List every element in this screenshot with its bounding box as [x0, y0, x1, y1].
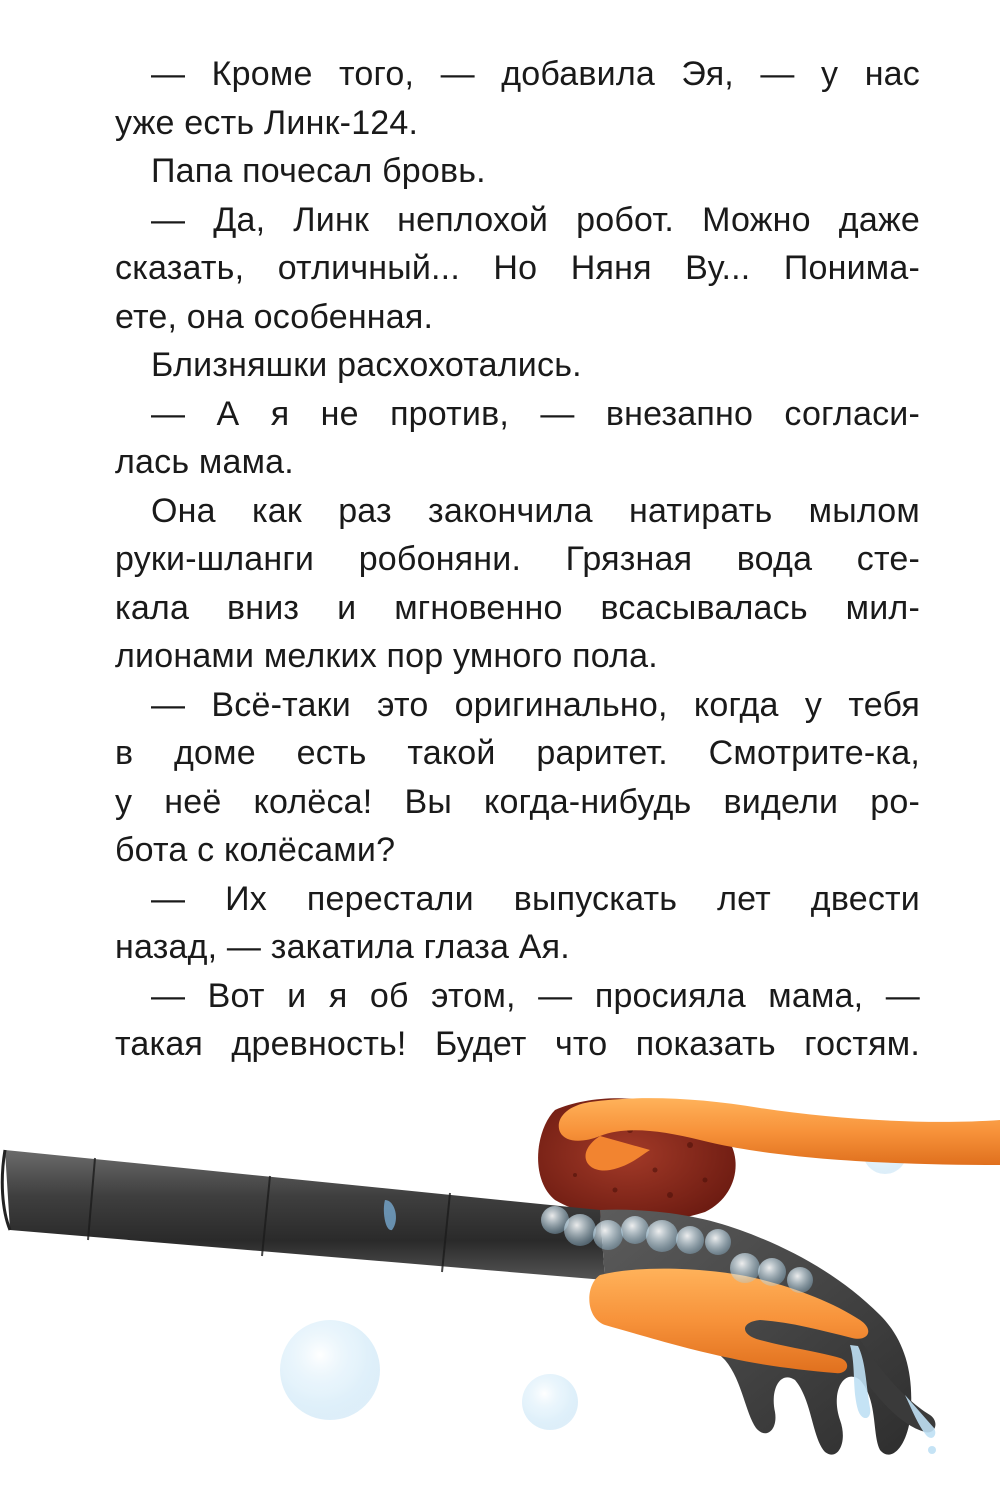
robot-arm-washing-illustration [0, 1090, 1000, 1495]
paragraph-7-line-3: у неё колёса! Вы когда-нибудь видели ро- [115, 782, 920, 821]
paragraph-4-line-1: Близняшки расхохотались. [151, 346, 582, 384]
paragraph-5-line-2: лась мама. [115, 443, 294, 481]
bubble-icon [522, 1374, 578, 1430]
paragraph-1-line-2: уже есть Линк-124. [115, 103, 419, 142]
paragraph-7-line-4: бота с колёсами? [115, 831, 396, 869]
bubble-icon [280, 1320, 380, 1420]
paragraph-9-line-1: — Вот и я об этом, — просияла мама, — [151, 976, 920, 1015]
paragraph-9-line-2: такая древность! Будет что показать гостям. [115, 1025, 920, 1063]
paragraph-6-line-3: кала вниз и мгновенно всасывалась мил- [115, 588, 920, 627]
paragraph-6-line-4: лионами мелких пор умного пола. [115, 637, 658, 675]
paragraph-1-line-1: — Кроме того, — добавила Эя, — у нас [151, 55, 920, 93]
paragraph-3-line-3: ете, она особенная. [115, 297, 434, 336]
story-text [115, 50, 920, 1069]
paragraph-7-line-1: — Всё-таки это оригинально, когда у тебя [151, 685, 920, 724]
paragraph-2-line-1: Папа почесал бровь. [151, 152, 486, 190]
paragraph-8-line-2: назад, — закатила глаза Ая. [115, 928, 570, 966]
paragraph-5-line-1: — А я не против, — внезапно согласи- [151, 394, 920, 433]
paragraph-8-line-1: — Их перестали выпускать лет двести [151, 879, 920, 918]
paragraph-3-line-1: — Да, Линк неплохой робот. Можно даже [151, 200, 920, 239]
paragraph-7-line-2: в доме есть такой раритет. Смотрите-ка, [115, 734, 920, 772]
paragraph-6-line-1: Она как раз закончила натирать мылом [151, 491, 920, 530]
paragraph-6-line-2: руки-шланги робоняни. Грязная вода сте- [115, 540, 920, 578]
paragraph-3-line-2: сказать, отличный... Но Няня Ву... Понима- [115, 249, 920, 287]
